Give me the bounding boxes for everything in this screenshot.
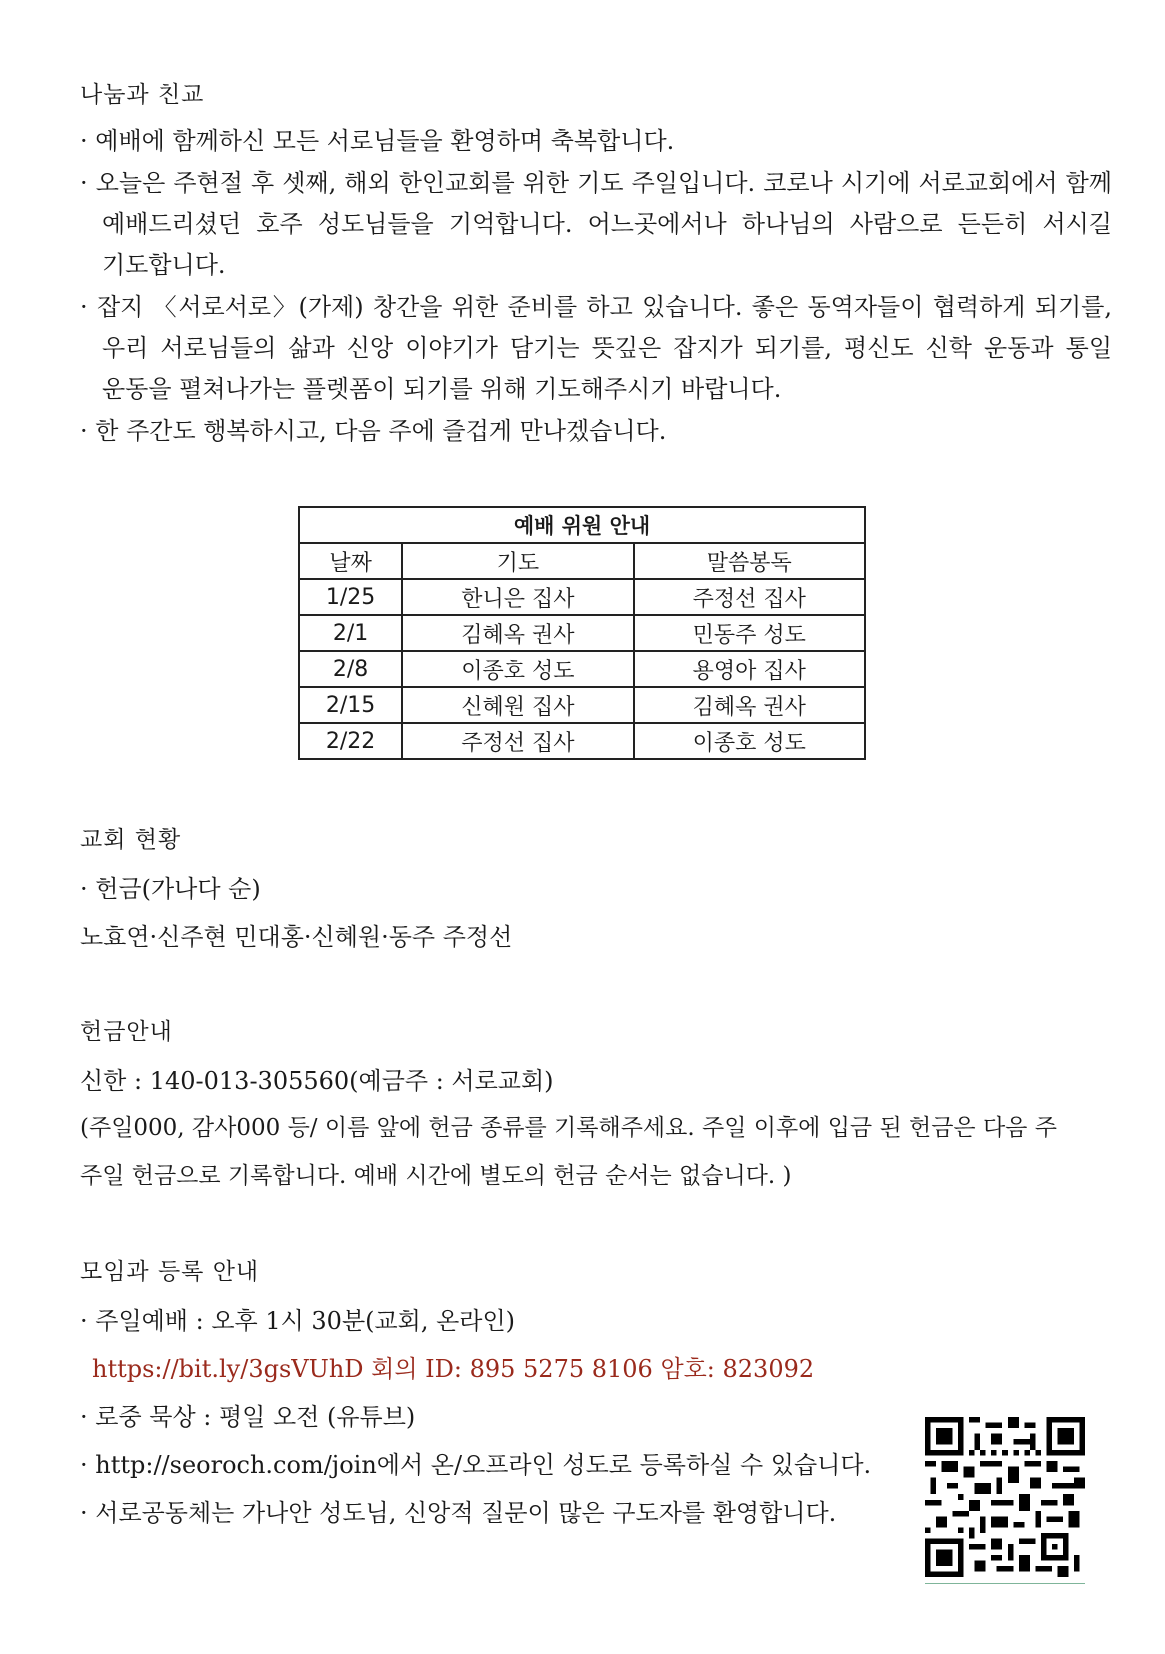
roster-header-reading: 말씀봉독 [634,543,865,579]
sharing-heading: 나눔과 친교 [80,82,205,108]
roster-title: 예배 위원 안내 [299,507,865,543]
roster-header-date: 날짜 [299,543,402,579]
roster-cell-date: 2/22 [299,723,402,759]
status-heading: 교회 현황 [80,827,182,853]
table-row [299,723,865,759]
table-row [299,687,865,723]
roster-header-prayer: 기도 [402,543,633,579]
offering-note-line-1: (주일000, 감사000 등/ 이름 앞에 헌금 종류를 기록해주세요. 주일 이후에 입금 된 헌금은 다음 주 [80,1115,1057,1141]
qr-code-icon[interactable] [925,1417,1085,1577]
worship-roster-table [298,506,866,760]
roster-cell-reading: 김혜옥 권사 [634,687,865,723]
table-row [299,579,865,615]
qr-underline [925,1583,1085,1584]
roster-cell-prayer: 이종호 성도 [402,651,633,687]
roster-cell-reading: 용영아 집사 [634,651,865,687]
sharing-item-2: · 오늘은 주현절 후 셋째, 해외 한인교회를 위한 기도 주일입니다. 코로나 시기에 서로교회에서 함께 예배드리셨던 호주 성도님들을 기억합니다. 어느곳에서나 하나님의 사람으로 든든히 서시길 기도합니다. [80,169,1112,279]
roster-cell-date: 2/8 [299,651,402,687]
sharing-item-4: · 한 주간도 행복하시고, 다음 주에 즐겁게 만나겠습니다. [80,417,667,445]
sharing-item-3: · 잡지 〈서로서로〉(가제) 창간을 위한 준비를 하고 있습니다. 좋은 동역자들이 협력하게 되기를, 우리 서로님들의 삶과 신앙 이야기가 담기는 뜻깊은 잡지가 되기를, 평신도 신학 운동과 통일 운동을 펼쳐나가는 플렛폼이 되기를 위해 기도해주시기 바랍니다. [80,293,1112,403]
roster-cell-reading: 이종호 성도 [634,723,865,759]
sharing-item-1: · 예배에 함께하신 모든 서로님들을 환영하며 축복합니다. [80,127,675,155]
register-info[interactable]: · http://seoroch.com/join에서 온/오프라인 성도로 등록하실 수 있습니다. [80,1451,872,1479]
welcome-info: · 서로공동체는 가나안 성도님, 신앙적 질문이 많은 구도자를 환영합니다. [80,1499,837,1527]
roster-cell-date: 2/15 [299,687,402,723]
roster-cell-prayer: 김혜옥 권사 [402,615,633,651]
table-row [299,615,865,651]
offering-order-label: · 헌금(가나다 순) [80,875,261,903]
roster-cell-prayer: 주정선 집사 [402,723,633,759]
offering-info-heading: 헌금안내 [80,1019,173,1045]
roster-cell-reading: 민동주 성도 [634,615,865,651]
worship-time: · 주일예배 : 오후 1시 30분(교회, 온라인) [80,1307,516,1335]
table-row [299,651,865,687]
roster-cell-prayer: 신혜원 집사 [402,687,633,723]
roster-cell-date: 1/25 [299,579,402,615]
roster-cell-date: 2/1 [299,615,402,651]
roster-cell-prayer: 한니은 집사 [402,579,633,615]
offering-note-line-2: 주일 헌금으로 기록합니다. 예배 시간에 별도의 헌금 순서는 없습니다. ) [80,1163,792,1189]
roster-cell-reading: 주정선 집사 [634,579,865,615]
gathering-heading: 모임과 등록 안내 [80,1259,260,1285]
offering-names: 노효연·신주현 민대홍·신혜원·동주 주정선 [80,923,513,951]
bank-account: 신한 : 140-013-305560(예금주 : 서로교회) [80,1067,554,1095]
meditation-info: · 로중 묵상 : 평일 오전 (유튜브) [80,1403,416,1431]
zoom-link[interactable]: https://bit.ly/3gsVUhD 회의 ID: 895 5275 8106 암호: 823092 [92,1355,815,1383]
